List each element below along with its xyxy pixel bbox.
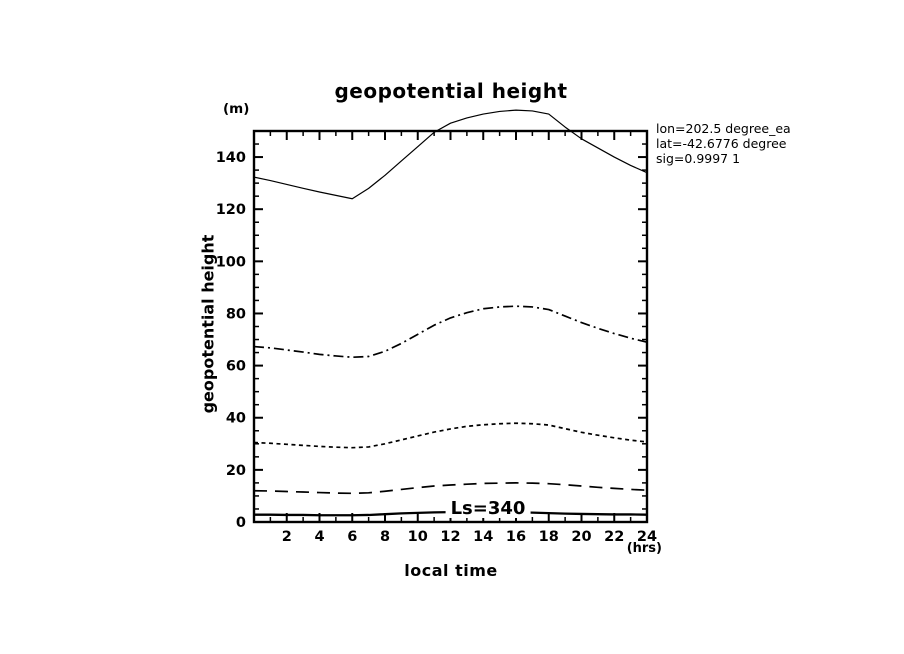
y-tick-label: 80 — [225, 306, 246, 323]
x-tick-label: 18 — [538, 529, 559, 545]
x-unit-label: (hrs) — [626, 541, 662, 556]
annotation-block — [656, 121, 791, 166]
y-unit-label: (m) — [223, 101, 250, 117]
x-tick-label: 24 — [636, 529, 658, 545]
plot-box — [254, 131, 647, 522]
y-tick-label: 100 — [215, 254, 246, 271]
series-short-dash — [254, 423, 647, 448]
x-tick-label: 2 — [281, 529, 292, 545]
series-solid-thin — [254, 110, 647, 199]
y-tick-label: 40 — [225, 410, 246, 427]
x-tick-label: 20 — [571, 529, 592, 545]
y-axis-label: geopotential height — [198, 234, 218, 414]
annotation-lon: lon=202.5 degree_ea — [656, 121, 791, 136]
inline-curve-label: Ls=340 — [446, 500, 531, 518]
x-tick-label: 12 — [440, 529, 461, 545]
annotation-sig: sig=0.9997 1 — [656, 151, 741, 166]
series-long-dash — [254, 483, 647, 493]
chart-title: geopotential height — [334, 79, 568, 103]
y-tick-label: 20 — [225, 462, 246, 479]
annotation-lat: lat=-42.6776 degree — [656, 136, 787, 151]
x-tick-label: 22 — [604, 529, 625, 545]
x-tick-label: 16 — [505, 529, 527, 545]
x-tick-label: 4 — [314, 529, 325, 545]
x-tick-label: 10 — [407, 529, 428, 545]
x-tick-label: 14 — [473, 529, 494, 545]
x-tick-label: 8 — [379, 529, 391, 545]
y-tick-label: 0 — [235, 515, 246, 531]
x-tick-label: 6 — [347, 529, 358, 545]
series-dash-dot — [254, 306, 647, 357]
y-tick-label: 120 — [215, 202, 246, 219]
y-tick-label: 60 — [225, 358, 246, 375]
y-tick-label: 140 — [215, 150, 246, 167]
x-axis-label: local time — [404, 561, 498, 580]
